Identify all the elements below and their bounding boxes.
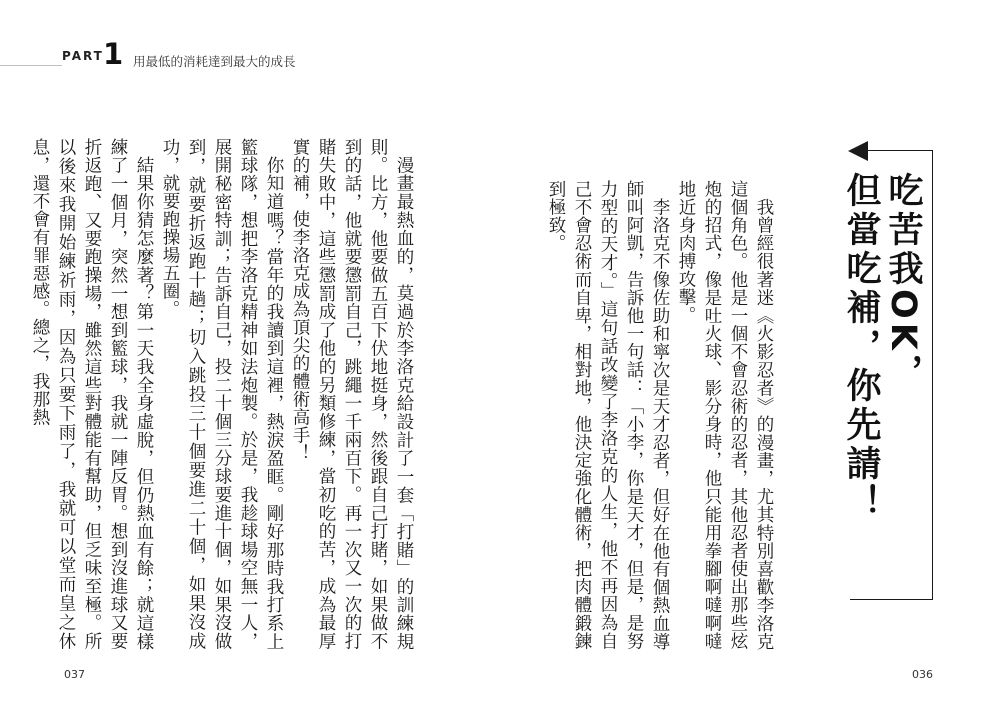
- page-number-left: 037: [64, 668, 85, 681]
- chapter-title: 用最低的消耗達到最大的成長: [133, 54, 296, 69]
- paragraph: 李洛克不像佐助和寧次是天才忍者，但好在他有個熱血導師叫阿凱，告訴他一句話：「小李，你是天才，但是，是努力型的天才。」這句話改變了李洛克的人生，他不再因為自己不會忍術而自卑，相對地，他決定強化體術，把肉體鍛鍊到極致。: [546, 180, 670, 650]
- header-rule: [0, 65, 62, 66]
- part-label: PART: [62, 49, 104, 63]
- section-title-line1: 吃苦我OK，: [883, 172, 923, 393]
- section-title-line2: 但當吃補，你先請！: [841, 172, 881, 523]
- page-number-right: 036: [912, 668, 933, 681]
- right-page-body: [546, 180, 777, 650]
- section-title: [841, 172, 924, 592]
- left-page-body: [30, 138, 417, 650]
- part-number: 1: [103, 37, 124, 71]
- paragraph: 漫畫最熱血的，莫過於李洛克給設計了一套「打賭」的訓練規則。比方，他要做五百下伏地挺身，然後跟自己打賭，如果做不到的話，他就要懲罰自己，跳繩一千兩百下。再一次又一次的打賭失敗中，這些懲罰成了他的另類修練，當初吃的苦，成為最厚實的補，使李洛克成為頂尖的體術高手！: [290, 138, 414, 650]
- paragraph: 你知道嗎？當年的我讀到這裡，熱淚盈眶。剛好那時我打系上籃球隊，想把李洛克精神如法炮製。於是，我趁球場空無一人，展開秘密特訓；告訴自己，投二十個三分球要進十個，如果沒做到，就要折返跑十趟；切入跳投三十個要進二十個，如果沒成功，就要跑操場五圈。: [160, 138, 284, 650]
- paragraph: 我曾經很著迷《火影忍者》的漫畫，尤其特別喜歡李洛克這個角色。他是一個不會忍術的忍者，其他忍者使出那些炫炮的招式，像是吐火球、影分身時，他只能用拳腳啊噠啊噠地近身肉搏攻擊。: [676, 180, 774, 650]
- paragraph: 結果你猜怎麼著？第一天我全身虛脫，但仍熱血有餘；就這樣練了一個月，突然一想到籃球，我就一陣反胃。想到沒進球又要折返跑、又要跑操場，雖然這些對體能有幫助，但乏味至極。所以後來我開始練祈雨，因為只要下雨了，我就可以堂而皇之休息，還不會有罪惡感。總之，我那熱: [30, 138, 154, 650]
